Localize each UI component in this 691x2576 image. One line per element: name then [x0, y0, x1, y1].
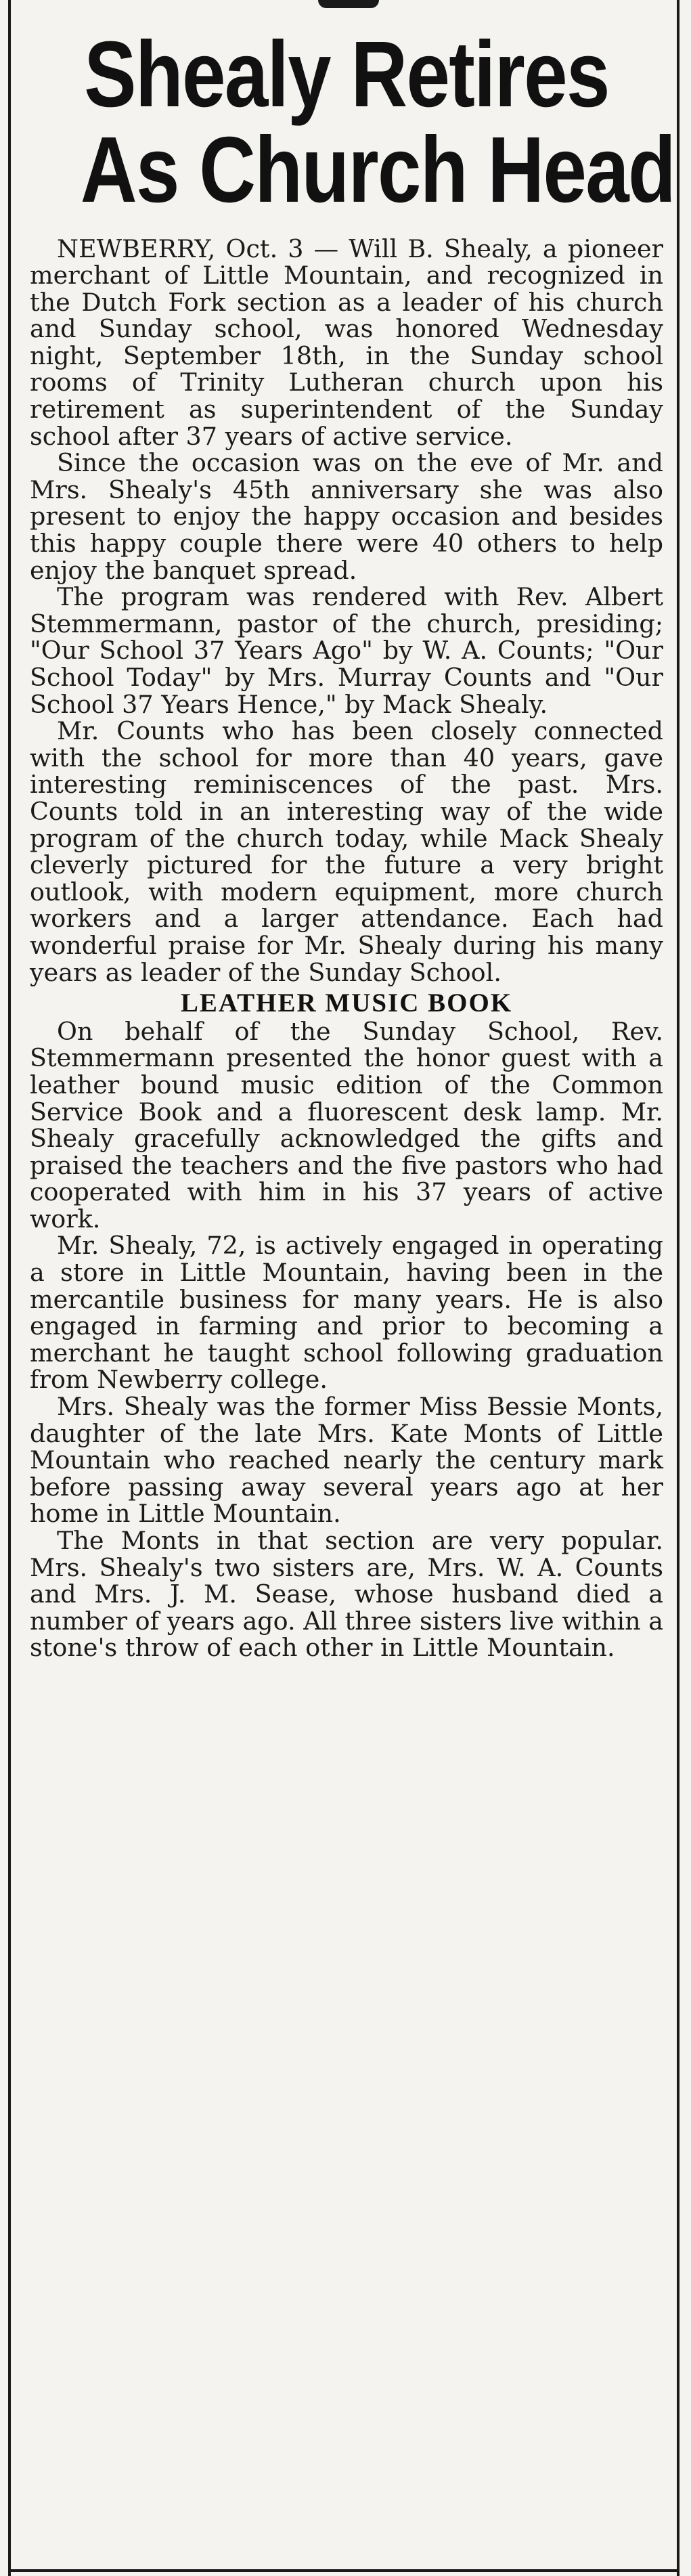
- paragraph-dateline: NEWBERRY, Oct. 3 — Will B. Shealy, a pioneer merchant of Little Mountain, and recognized in the Dutch Fork section as a leader of his church and Sunday school, was honored Wednesday night, September 18th, in the Sunday school rooms of Trinity Lutheran church upon his retirement as superintendent of the Sunday school after 37 years of active service.: [30, 234, 663, 451]
- article-body: [30, 236, 663, 1661]
- paragraph-reminiscences: Mr. Counts who has been closely connected with the school for more than 40 years, gave interesting reminiscences of the past. Mrs. Counts told in an interesting way of the wide program of the church today, while Mack Shealy cleverly pictured for the future a very bright outlook, with modern equipment, more church workers and a larger attendance. Each had wonderful praise for Mr. Shealy during his many years as leader of the Sunday School.: [30, 716, 663, 987]
- left-column-rule: [8, 0, 11, 2576]
- paragraph-biography: Mr. Shealy, 72, is actively engaged in operating a store in Little Mountain, having been in the mercantile business for many years. He is also engaged in farming and prior to becoming a merchant he taught school following graduation from Newberry college.: [30, 1231, 663, 1395]
- article-column: [30, 22, 675, 1663]
- subhead: LEATHER MUSIC BOOK: [180, 988, 513, 1018]
- paragraph-gifts: On behalf of the Sunday School, Rev. Stemmermann presented the honor guest with a leather bound music edition of the Common Service Book and a fluorescent desk lamp. Mr. Shealy gracefully acknowledged the gifts and praised the teachers and the five pastors who had cooperated with him in his 37 years of active work.: [30, 1016, 663, 1234]
- paragraph-sisters: The Monts in that section are very popular. Mrs. Shealy's two sisters are, Mrs. W. A. Counts and Mrs. J. M. Sease, whose husband died a number of years ago. All three sisters live within a stone's throw of each other in Little Mountain.: [30, 1526, 663, 1663]
- right-column-rule: [677, 0, 679, 2576]
- bottom-rule: [11, 2569, 677, 2572]
- top-ornament: [318, 0, 379, 8]
- paragraph-program: The program was rendered with Rev. Albert Stemmermann, pastor of the church, presiding; "Our School 37 Years Ago" by W. A. Counts; "Our School Today" by Mrs. Murray Counts and "Our School 37 Years Hence," by Mack Shealy.: [30, 582, 663, 719]
- headline-line-2: As Church Head: [80, 117, 675, 222]
- headline-line-1: Shealy Retires: [84, 22, 609, 127]
- paragraph-anniversary: Since the occasion was on the eve of Mr. and Mrs. Shealy's 45th anniversary she was also present to enjoy the happy occasion and besides this happy couple there were 40 others to help enjoy the banquet spread.: [30, 448, 663, 585]
- paragraph-wife: Mrs. Shealy was the former Miss Bessie Monts, daughter of the late Mrs. Kate Monts of Little Mountain who reached nearly the century mark before passing away several years ago at her home in Little Mountain.: [30, 1392, 663, 1529]
- headline: [80, 22, 675, 222]
